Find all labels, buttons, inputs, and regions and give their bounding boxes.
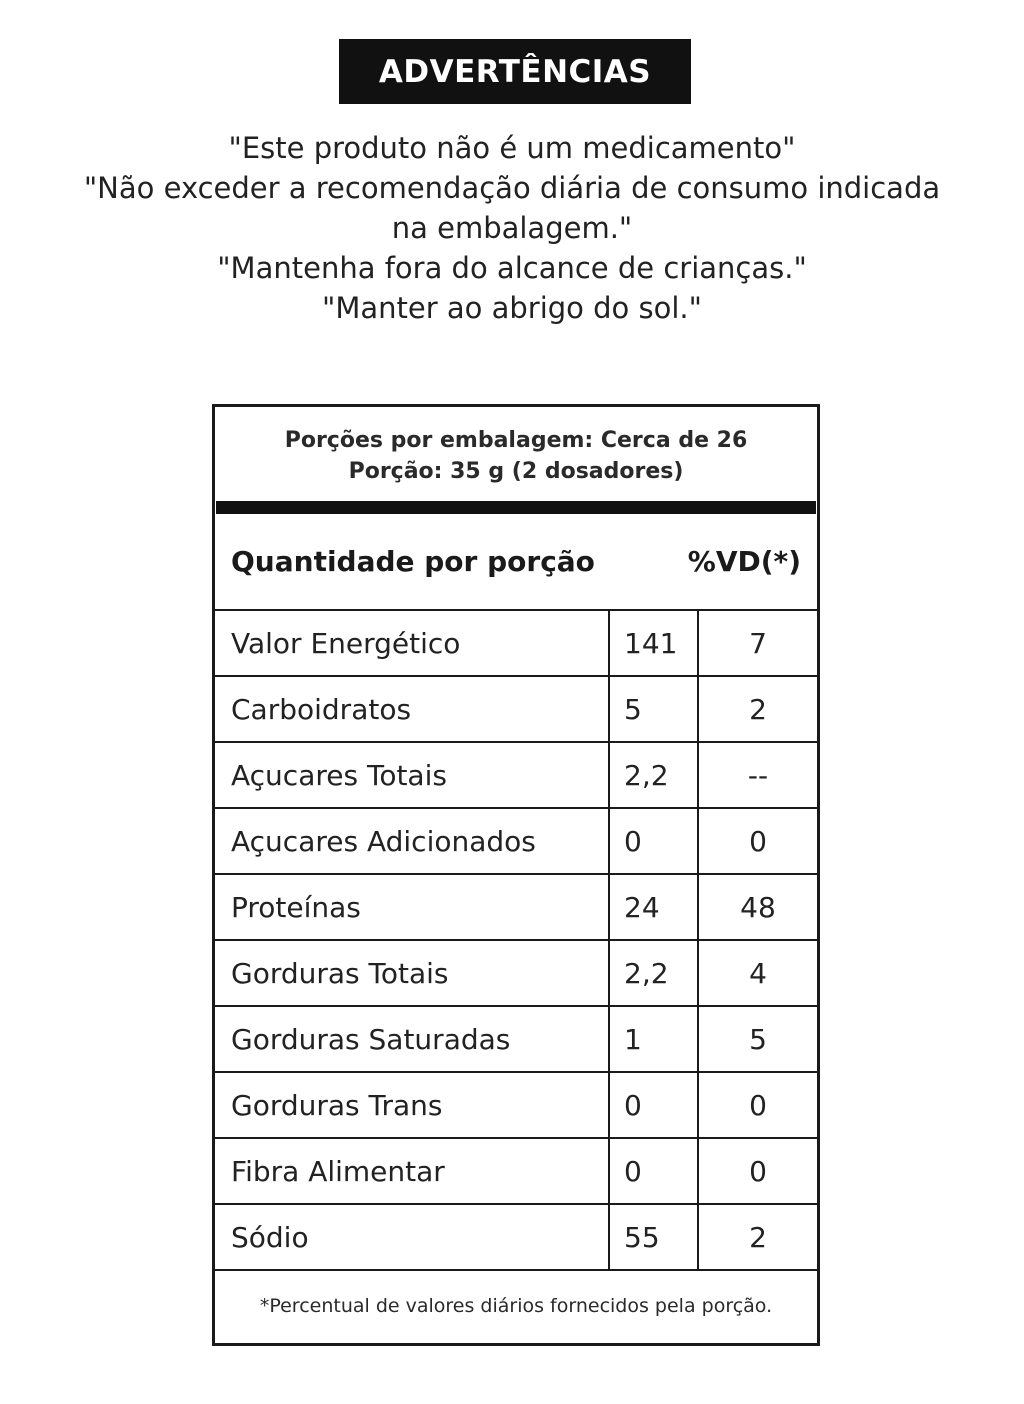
nutrient-daily-value: 0 [698, 1072, 817, 1138]
amount-per-serving-header: Quantidade por porção [231, 545, 595, 578]
footnote: *Percentual de valores diários fornecidos pela porção. [259, 1295, 773, 1317]
nutrient-daily-value: 0 [698, 1138, 817, 1204]
nutrient-name: Gorduras Totais [215, 940, 609, 1006]
nutrient-name: Gorduras Saturadas [215, 1006, 609, 1072]
nutrient-quantity: 55 [609, 1204, 698, 1270]
nutrient-daily-value: 7 [698, 611, 817, 676]
nutrient-daily-value: 5 [698, 1006, 817, 1072]
serving-size: Porção: 35 g (2 dosadores) [348, 459, 684, 484]
warning-line: "Manter ao abrigo do sol." [322, 291, 702, 325]
nutrient-daily-value: -- [698, 742, 817, 808]
nutrient-daily-value: 2 [698, 1204, 817, 1270]
table-row [215, 1204, 817, 1270]
warning-line: na embalagem." [391, 211, 633, 245]
warning-line: "Este produto não é um medicamento" [228, 131, 796, 165]
nutrition-header-row [215, 514, 817, 611]
nutrient-quantity: 0 [609, 808, 698, 874]
nutrient-name: Gorduras Trans [215, 1072, 609, 1138]
table-row [215, 1006, 817, 1072]
nutrient-quantity: 2,2 [609, 742, 698, 808]
nutrient-name: Açucares Adicionados [215, 808, 609, 874]
nutrient-quantity: 0 [609, 1072, 698, 1138]
table-row [215, 808, 817, 874]
nutrient-daily-value: 48 [698, 874, 817, 940]
nutrient-quantity: 1 [609, 1006, 698, 1072]
table-row [215, 611, 817, 676]
nutrient-quantity: 0 [609, 1138, 698, 1204]
nutrient-name: Carboidratos [215, 676, 609, 742]
nutrient-daily-value: 4 [698, 940, 817, 1006]
table-row [215, 874, 817, 940]
nutrition-table [215, 611, 817, 1271]
nutrient-quantity: 141 [609, 611, 698, 676]
warning-line: "Mantenha fora do alcance de crianças." [217, 251, 807, 285]
daily-value-header: %VD(*) [687, 545, 801, 578]
nutrient-daily-value: 2 [698, 676, 817, 742]
nutrient-name: Fibra Alimentar [215, 1138, 609, 1204]
table-row [215, 676, 817, 742]
table-row [215, 742, 817, 808]
table-row [215, 1138, 817, 1204]
table-row [215, 940, 817, 1006]
servings-per-package: Porções por embalagem: Cerca de 26 [284, 428, 748, 453]
warnings-text [30, 128, 994, 328]
nutrient-name: Sódio [215, 1204, 609, 1270]
warnings-title: ADVERTÊNCIAS [339, 39, 691, 104]
serving-info [215, 407, 817, 501]
nutrient-quantity: 2,2 [609, 940, 698, 1006]
nutrient-quantity: 5 [609, 676, 698, 742]
nutrient-name: Proteínas [215, 874, 609, 940]
nutrient-name: Açucares Totais [215, 742, 609, 808]
thick-divider [216, 501, 816, 514]
nutrient-daily-value: 0 [698, 808, 817, 874]
nutrition-facts-label [212, 404, 820, 1346]
table-row [215, 1072, 817, 1138]
warning-line: "Não exceder a recomendação diária de consumo indicada [83, 171, 941, 205]
nutrient-quantity: 24 [609, 874, 698, 940]
nutrient-name: Valor Energético [215, 611, 609, 676]
